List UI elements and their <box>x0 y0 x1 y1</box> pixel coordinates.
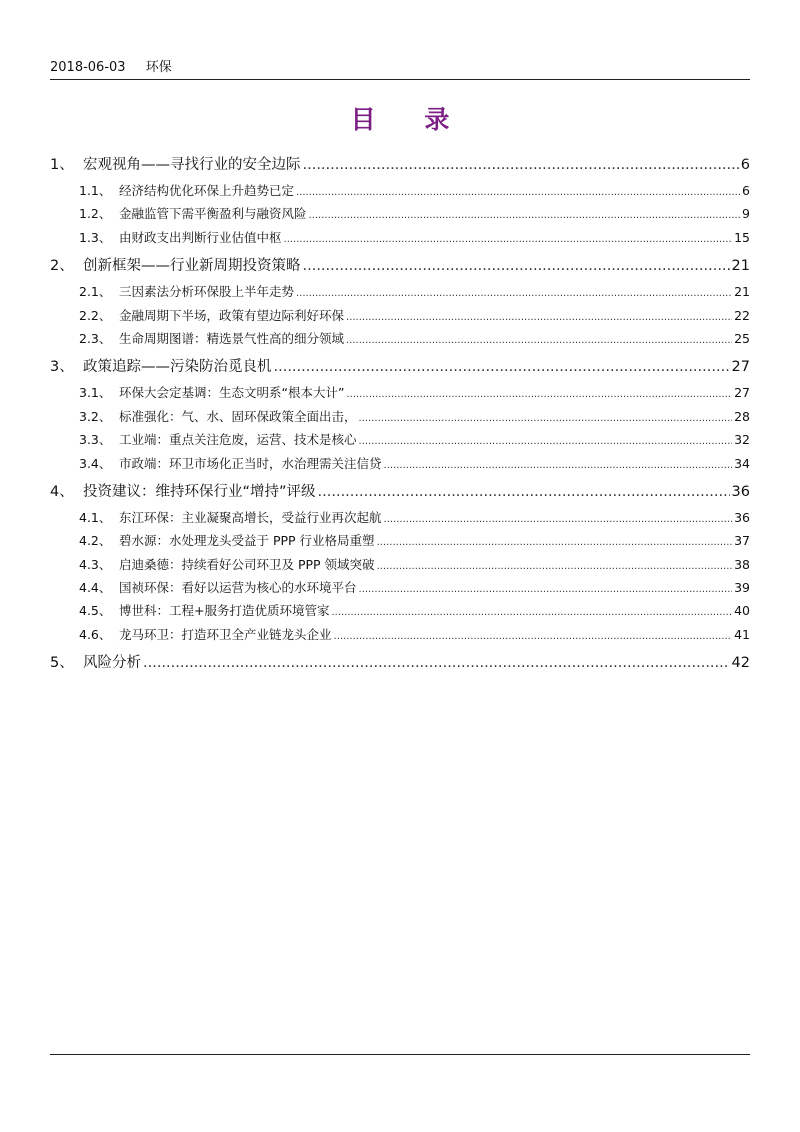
toc-entry-number: 2.2、 <box>79 307 112 323</box>
toc-section <box>50 354 750 475</box>
report-category: 环保 <box>145 60 172 75</box>
toc-dot-leader <box>296 181 740 202</box>
toc-subsection-entry[interactable] <box>50 529 750 552</box>
toc-page-number: 15 <box>734 229 750 245</box>
toc-page-number: 22 <box>734 307 750 323</box>
toc-page-number: 36 <box>731 483 750 500</box>
toc-dot-leader <box>303 152 739 179</box>
toc-dot-leader <box>377 531 733 552</box>
toc-entry-number: 3.4、 <box>79 455 112 471</box>
toc-subsection-entry[interactable] <box>50 327 750 350</box>
toc-page-number: 39 <box>734 580 750 596</box>
toc-chapter-entry[interactable] <box>50 650 750 677</box>
toc-entry-number: 4.1、 <box>79 509 112 525</box>
toc-dot-leader <box>296 282 732 303</box>
toc-chapter-entry[interactable] <box>50 253 750 280</box>
toc-entry-title: 龙马环卫：打造环卫全产业链龙头企业 <box>119 626 332 642</box>
toc-entry-number: 4.3、 <box>79 556 112 572</box>
toc-page-number: 36 <box>734 509 750 525</box>
toc-subsection-entry[interactable] <box>50 506 750 529</box>
toc-section <box>50 253 750 350</box>
toc-page-number: 34 <box>734 455 750 471</box>
toc-page-number: 40 <box>734 603 750 619</box>
toc-chapter-entry[interactable] <box>50 152 750 179</box>
toc-subsection-entry[interactable] <box>50 179 750 202</box>
page-header <box>50 58 750 80</box>
toc-section <box>50 152 750 249</box>
toc-entry-number: 1、 <box>50 157 74 173</box>
toc-subsection-entry[interactable] <box>50 623 750 646</box>
report-date: 2018-06-03 <box>50 60 126 75</box>
toc-section <box>50 650 750 677</box>
toc-entry-title: 博世科：工程+服务打造优质环境管家 <box>119 603 330 619</box>
toc-page-number: 27 <box>734 385 750 401</box>
toc-entry-number: 4、 <box>50 483 74 500</box>
toc-entry-number: 3、 <box>50 359 74 376</box>
toc-page-number: 9 <box>742 206 750 222</box>
toc-entry-title: 环保大会定基调：生态文明系“根本大计” <box>119 385 345 401</box>
toc-page-number: 6 <box>742 183 750 198</box>
toc-page-number: 21 <box>734 284 750 300</box>
toc-dot-leader <box>346 306 732 327</box>
toc-entry-title: 金融监管下需平衡盈利与融资风险 <box>119 206 307 222</box>
toc-dot-leader <box>359 430 733 451</box>
toc-dot-leader <box>331 601 732 622</box>
toc-page-number: 6 <box>740 157 750 173</box>
toc-entry-number: 4.2、 <box>79 533 112 549</box>
toc-entry-number: 3.1、 <box>79 385 112 401</box>
toc-page-number: 38 <box>734 556 750 572</box>
toc-page-number: 27 <box>731 359 750 376</box>
toc-page-number: 37 <box>734 533 750 549</box>
toc-dot-leader <box>318 479 730 506</box>
toc-entry-number: 1.1、 <box>79 183 112 198</box>
toc-dot-leader <box>346 383 732 404</box>
toc-entry-number: 2.3、 <box>79 330 112 346</box>
toc-dot-leader <box>377 555 733 576</box>
toc-entry-title: 宏观视角——寻找行业的安全边际 <box>83 157 301 173</box>
toc-entry-title: 创新框架——行业新周期投资策略 <box>83 258 301 275</box>
table-of-contents <box>50 152 750 677</box>
toc-dot-leader <box>284 228 733 249</box>
toc-entry-title: 生命周期图谱：精选景气性高的细分领域 <box>119 330 345 346</box>
toc-dot-leader <box>309 204 741 225</box>
toc-dot-leader <box>346 329 732 350</box>
toc-entry-title: 市政端：环卫市场化正当时，水治理需关注信贷 <box>119 455 382 471</box>
toc-page-number: 41 <box>734 626 750 642</box>
toc-subsection-entry[interactable] <box>50 280 750 303</box>
toc-page-number: 28 <box>734 408 750 424</box>
toc-entry-number: 3.2、 <box>79 408 112 424</box>
toc-dot-leader <box>359 407 733 428</box>
toc-subsection-entry[interactable] <box>50 452 750 475</box>
toc-dot-leader <box>334 625 733 646</box>
toc-page-number: 42 <box>731 655 750 672</box>
toc-subsection-entry[interactable] <box>50 202 750 225</box>
toc-entry-title: 投资建议：维持环保行业“增持”评级 <box>83 483 316 500</box>
toc-subsection-entry[interactable] <box>50 576 750 599</box>
toc-entry-title: 由财政支出判断行业估值中枢 <box>119 229 282 245</box>
toc-subsection-entry[interactable] <box>50 381 750 404</box>
toc-dot-leader <box>384 454 733 475</box>
toc-entry-title: 政策追踪——污染防治觅良机 <box>83 359 272 376</box>
toc-dot-leader <box>143 650 730 677</box>
toc-chapter-entry[interactable] <box>50 479 750 506</box>
toc-entry-number: 4.6、 <box>79 626 112 642</box>
toc-section <box>50 479 750 646</box>
toc-entry-title: 碧水源：水处理龙头受益于 PPP 行业格局重塑 <box>119 533 375 549</box>
toc-entry-number: 4.5、 <box>79 603 112 619</box>
toc-subsection-entry[interactable] <box>50 428 750 451</box>
toc-subsection-entry[interactable] <box>50 226 750 249</box>
toc-page-number: 21 <box>731 258 750 275</box>
toc-entry-number: 1.2、 <box>79 206 112 222</box>
toc-entry-number: 5、 <box>50 655 74 672</box>
toc-entry-number: 1.3、 <box>79 229 112 245</box>
toc-entry-title: 启迪桑德：持续看好公司环卫及 PPP 领域突破 <box>119 556 375 572</box>
toc-entry-title: 风险分析 <box>83 655 141 672</box>
toc-entry-title: 三因素法分析环保股上半年走势 <box>119 284 295 300</box>
toc-entry-title: 国祯环保：看好以运营为核心的水环境平台 <box>119 580 357 596</box>
toc-entry-title: 标准强化：气、水、固环保政策全面出击， <box>119 408 357 424</box>
toc-dot-leader <box>384 508 733 529</box>
toc-dot-leader <box>274 354 730 381</box>
toc-page-number: 25 <box>734 330 750 346</box>
toc-subsection-entry[interactable] <box>50 304 750 327</box>
toc-subsection-entry[interactable] <box>50 405 750 428</box>
toc-entry-number: 2.1、 <box>79 284 112 300</box>
toc-subsection-entry[interactable] <box>50 599 750 622</box>
toc-entry-title: 经济结构优化环保上升趋势已定 <box>119 183 295 198</box>
footer-divider <box>50 1054 750 1055</box>
toc-entry-number: 2、 <box>50 258 74 275</box>
toc-entry-number: 3.3、 <box>79 432 112 448</box>
toc-subsection-entry[interactable] <box>50 553 750 576</box>
toc-entry-title: 金融周期下半场，政策有望边际利好环保 <box>119 307 345 323</box>
toc-chapter-entry[interactable] <box>50 354 750 381</box>
toc-dot-leader <box>359 578 733 599</box>
toc-entry-number: 4.4、 <box>79 580 112 596</box>
toc-dot-leader <box>303 253 730 280</box>
toc-entry-title: 东江环保：主业凝聚高增长，受益行业再次起航 <box>119 509 382 525</box>
toc-title: 目 录 <box>350 105 470 134</box>
toc-page-number: 32 <box>734 432 750 448</box>
toc-entry-title: 工业端：重点关注危废，运营、技术是核心 <box>119 432 357 448</box>
